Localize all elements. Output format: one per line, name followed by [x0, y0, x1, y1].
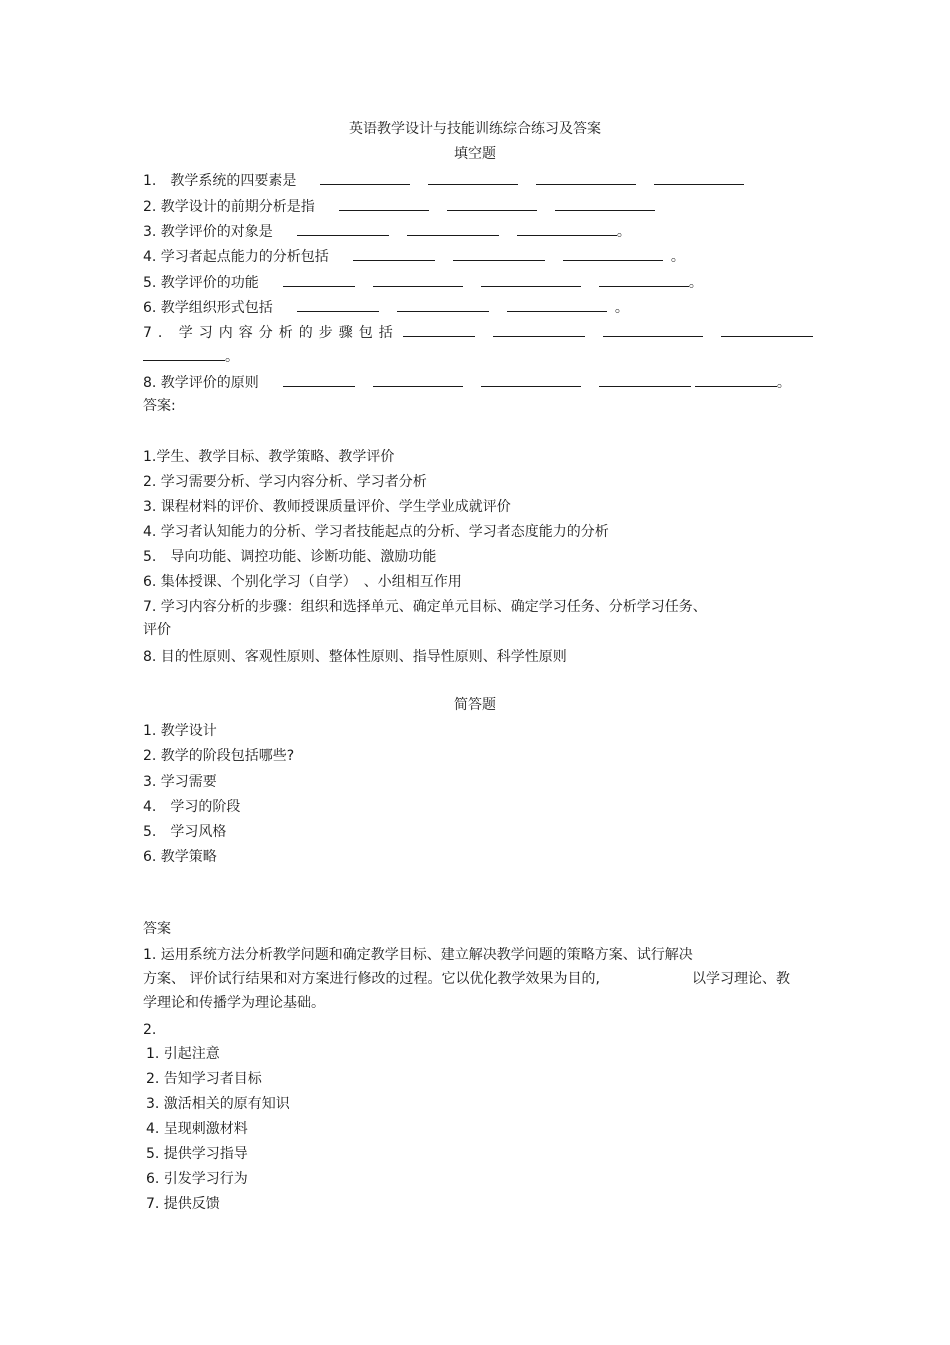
- short-section-heading: 简答题: [454, 697, 496, 713]
- period: 。: [776, 375, 791, 391]
- answer-blank: [403, 324, 475, 337]
- period: 。: [670, 249, 685, 265]
- answer-blank: [599, 374, 691, 387]
- answer-blank: [283, 374, 355, 387]
- step-item: 4. 呈现刺激材料: [146, 1121, 248, 1137]
- answer-blank: [373, 274, 463, 287]
- short-answers-label: 答案: [143, 921, 171, 937]
- answer-blank: [297, 299, 379, 312]
- answer-blank: [555, 198, 655, 211]
- short-question-3: 3. 学习需要: [143, 774, 217, 790]
- period: 。: [616, 224, 631, 240]
- answer-blank: [481, 374, 581, 387]
- period: 。: [614, 300, 629, 316]
- answer-blank: [339, 198, 429, 211]
- fill-question-8: [143, 374, 791, 392]
- answer-blank: [297, 223, 389, 236]
- answer-blank: [507, 299, 607, 312]
- short-answer-1-continued: 方案、 评价试行结果和对方案进行修改的过程。它以优化教学效果为目的,: [143, 971, 600, 987]
- short-answer-1-continued-tail: 以学习理论、教: [692, 971, 790, 987]
- step-item: 7. 提供反馈: [146, 1196, 220, 1212]
- fill-question-3: [143, 223, 631, 241]
- short-question-2: 2. 教学的阶段包括哪些?: [143, 748, 295, 764]
- fill-question-1-text: 1. 教学系统的四要素是: [143, 173, 297, 189]
- answer-blank: [453, 248, 545, 261]
- fill-question-7: [143, 324, 813, 342]
- fill-section-heading: 填空题: [454, 146, 496, 162]
- fill-answer-8: 8. 目的性原则、客观性原则、整体性原则、指导性原则、科学性原则: [143, 649, 567, 665]
- short-answer-2-label: 2.: [143, 1022, 157, 1038]
- fill-question-4-text: 4. 学习者起点能力的分析包括: [143, 249, 329, 265]
- answer-blank: [428, 172, 518, 185]
- short-question-6: 6. 教学策略: [143, 849, 217, 865]
- answer-blank: [563, 248, 663, 261]
- period: 。: [688, 275, 703, 291]
- fill-question-1: [143, 172, 744, 190]
- fill-answer-6: 6. 集体授课、个别化学习（自学） 、小组相互作用: [143, 574, 462, 590]
- fill-answer-2: 2. 学习需要分析、学习内容分析、学习者分析: [143, 474, 427, 490]
- fill-question-6: [143, 299, 629, 317]
- period: 。: [225, 349, 239, 365]
- fill-question-5-text: 5. 教学评价的功能: [143, 275, 259, 291]
- answer-blank: [373, 374, 463, 387]
- fill-question-7-text: 7. 学习内容分析的步骤包括: [143, 325, 399, 341]
- short-answer-1: 1. 运用系统方法分析教学问题和确定教学目标、建立解决教学问题的策略方案、试行解决: [143, 947, 693, 963]
- answer-blank: [517, 223, 617, 236]
- answer-blank: [654, 172, 744, 185]
- step-item: 1. 引起注意: [146, 1046, 220, 1062]
- answer-blank: [493, 324, 585, 337]
- fill-answer-5: 5. 导向功能、调控功能、诊断功能、激励功能: [143, 549, 437, 565]
- short-answer-1-end: 学理论和传播学为理论基础。: [143, 995, 325, 1011]
- document-title: 英语教学设计与技能训练综合练习及答案: [349, 121, 601, 137]
- fill-question-2: [143, 198, 655, 216]
- short-question-4: 4. 学习的阶段: [143, 799, 241, 815]
- step-item: 5. 提供学习指导: [146, 1146, 248, 1162]
- fill-question-3-text: 3. 教学评价的对象是: [143, 224, 273, 240]
- answer-blank: [721, 324, 813, 337]
- fill-question-4: [143, 248, 685, 266]
- answer-blank: [320, 172, 410, 185]
- fill-question-2-text: 2. 教学设计的前期分析是指: [143, 199, 315, 215]
- answer-blank: [143, 348, 225, 361]
- fill-answer-3: 3. 课程材料的评价、教师授课质量评价、学生学业成就评价: [143, 499, 511, 515]
- fill-answer-1: 1.学生、教学目标、教学策略、教学评价: [143, 449, 395, 465]
- fill-question-6-text: 6. 教学组织形式包括: [143, 300, 273, 316]
- answer-blank: [536, 172, 636, 185]
- fill-question-8-text: 8. 教学评价的原则: [143, 375, 259, 391]
- fill-answers-label: 答案:: [143, 398, 176, 414]
- fill-answer-4: 4. 学习者认知能力的分析、学习者技能起点的分析、学习者态度能力的分析: [143, 524, 609, 540]
- fill-question-7-continued: [143, 348, 239, 366]
- fill-answer-7: 7. 学习内容分析的步骤：组织和选择单元、确定单元目标、确定学习任务、分析学习任务、: [143, 599, 707, 615]
- answer-blank: [599, 274, 689, 287]
- answer-blank: [695, 374, 777, 387]
- step-item: 6. 引发学习行为: [146, 1171, 248, 1187]
- answer-blank: [353, 248, 435, 261]
- fill-answer-7-continued: 评价: [143, 622, 171, 638]
- short-question-1: 1. 教学设计: [143, 723, 217, 739]
- answer-blank: [283, 274, 355, 287]
- answer-blank: [447, 198, 537, 211]
- answer-blank: [481, 274, 581, 287]
- answer-blank: [397, 299, 489, 312]
- answer-blank: [603, 324, 703, 337]
- fill-question-5: [143, 274, 703, 292]
- step-item: 3. 激活相关的原有知识: [146, 1096, 290, 1112]
- step-item: 2. 告知学习者目标: [146, 1071, 262, 1087]
- short-question-5: 5. 学习风格: [143, 824, 227, 840]
- answer-blank: [407, 223, 499, 236]
